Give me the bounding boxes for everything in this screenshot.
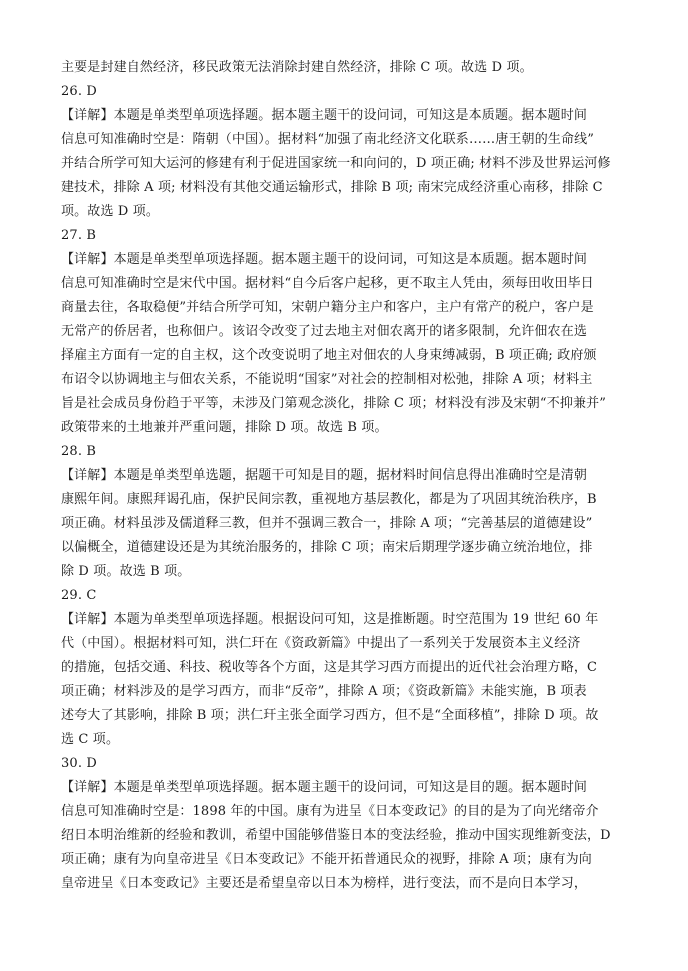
text-line: 【详解】本题是单类型单项选择题。据本题主题干的设问词，可知这是目的题。据本题时间 <box>61 780 588 795</box>
question-number-30: 30. D <box>61 756 97 771</box>
text-line: 述夸大了其影响，排除 B 项；洪仁玕主张全面学习西方，但不是“全面移植”，排除 D 项。故 <box>61 708 599 723</box>
text-line: 无常产的侨居者，也称佃户。该诏令改变了过去地主对佃农离开的诸多限制，允许佃农在选 <box>61 324 588 339</box>
text-line: 【详解】本题是单类型单项选择题。据本题主题干的设问词，可知这是本质题。据本题时间 <box>61 108 588 123</box>
text-line: 政策带来的土地兼并严重问题，排除 D 项。故选 B 项。 <box>61 420 388 435</box>
text-line: 旨是社会成员身份趋于平等，未涉及门第观念淡化，排除 C 项；材料没有涉及宋朝“不抑兼并” <box>61 396 607 411</box>
text-line: 项正确；材料涉及的是学习西方，而非“反帝”，排除 A 项；《资政新篇》未能实施，B 项表 <box>61 684 587 699</box>
question-number-27: 27. B <box>61 228 97 243</box>
text-line: 绍日本明治维新的经验和教训，希望中国能够借鉴日本的变法经验，推动中国实现维新变法，D <box>61 828 611 843</box>
text-line: 以偏概全，道德建设还是为其统治服务的，排除 C 项；南宋后期理学逐步确立统治地位，排 <box>61 540 593 555</box>
text-line: 信息可知准确时空是：1898 年的中国。康有为进呈《日本变政记》的目的是为了向光绪帝介 <box>61 804 599 819</box>
text-line: 【详解】本题是单类型单项选择题。据本题主题干的设问词，可知这是本质题。据本题时间 <box>61 252 588 267</box>
question-number-29: 29. C <box>61 588 97 603</box>
text-line: 信息可知准确时空是：隋朝（中国）。据材料“加强了南北经济文化联系……唐王朝的生命线” <box>61 132 595 147</box>
text-line: 康熙年间。康熙拜谒孔庙，保护民间宗教，重视地方基层教化，都是为了巩固其统治秩序，B <box>61 492 597 507</box>
text-line: 【详解】本题是单类型单选题，据题干可知是目的题，据材料时间信息得出准确时空是清朝 <box>61 468 588 483</box>
text-line: 建技术，排除 A 项; 材料没有其他交通运输形式，排除 B 项; 南宋完成经济重心南移，排除 C <box>61 180 603 195</box>
text-line: 项。故选 D 项。 <box>61 204 160 219</box>
text-line: 的措施，包括交通、科技、税收等各个方面，这是其学习西方而提出的近代社会治理方略，C <box>61 660 598 675</box>
text-line: 项正确；康有为向皇帝进呈《日本变政记》不能开拓普通民众的视野，排除 A 项；康有为向 <box>61 852 592 867</box>
text-line: 并结合所学可知大运河的修建有利于促进国家统一和向问的，D 项正确; 材料不涉及世界运河修 <box>61 156 611 171</box>
text-line: 除 D 项。故选 B 项。 <box>61 564 191 579</box>
text-line: 信息可知准确时空是宋代中国。据材料“自今后客户起移，更不取主人凭由，须每田收田毕日 <box>61 276 594 291</box>
text-line: 选 C 项。 <box>61 732 120 747</box>
text-line: 主要是封建自然经济，移民政策无法消除封建自然经济，排除 C 项。故选 D 项。 <box>61 60 533 75</box>
question-number-28: 28. B <box>61 444 97 459</box>
text-line: 商量去往，各取稳便”并结合所学可知，宋朝户籍分主户和客户，主户有常产的税户，客户是 <box>61 300 594 315</box>
text-line: 择雇主方面有一定的自主权，这个改变说明了地主对佃农的人身束缚减弱，B 项正确; 政府颁 <box>61 348 597 363</box>
text-line: 【详解】本题为单类型单项选择题。根据设问可知，这是推断题。时空范围为 19 世纪 60 年 <box>61 612 599 627</box>
text-line: 皇帝进呈《日本变政记》主要还是希望皇帝以日本为榜样，进行变法，而不是向日本学习， <box>61 876 588 891</box>
text-line: 项正确。材料虽涉及儒道释三教，但并不强调三教合一，排除 A 项；“完善基层的道德建设” <box>61 516 593 531</box>
question-number-26: 26. D <box>61 84 97 99</box>
text-line: 布诏令以协调地主与佃农关系，不能说明“国家”对社会的控制相对松弛，排除 A 项；材料主 <box>61 372 593 387</box>
text-line: 代（中国）。根据材料可知，洪仁玕在《资政新篇》中提出了一系列关于发展资本主义经济 <box>61 636 581 651</box>
